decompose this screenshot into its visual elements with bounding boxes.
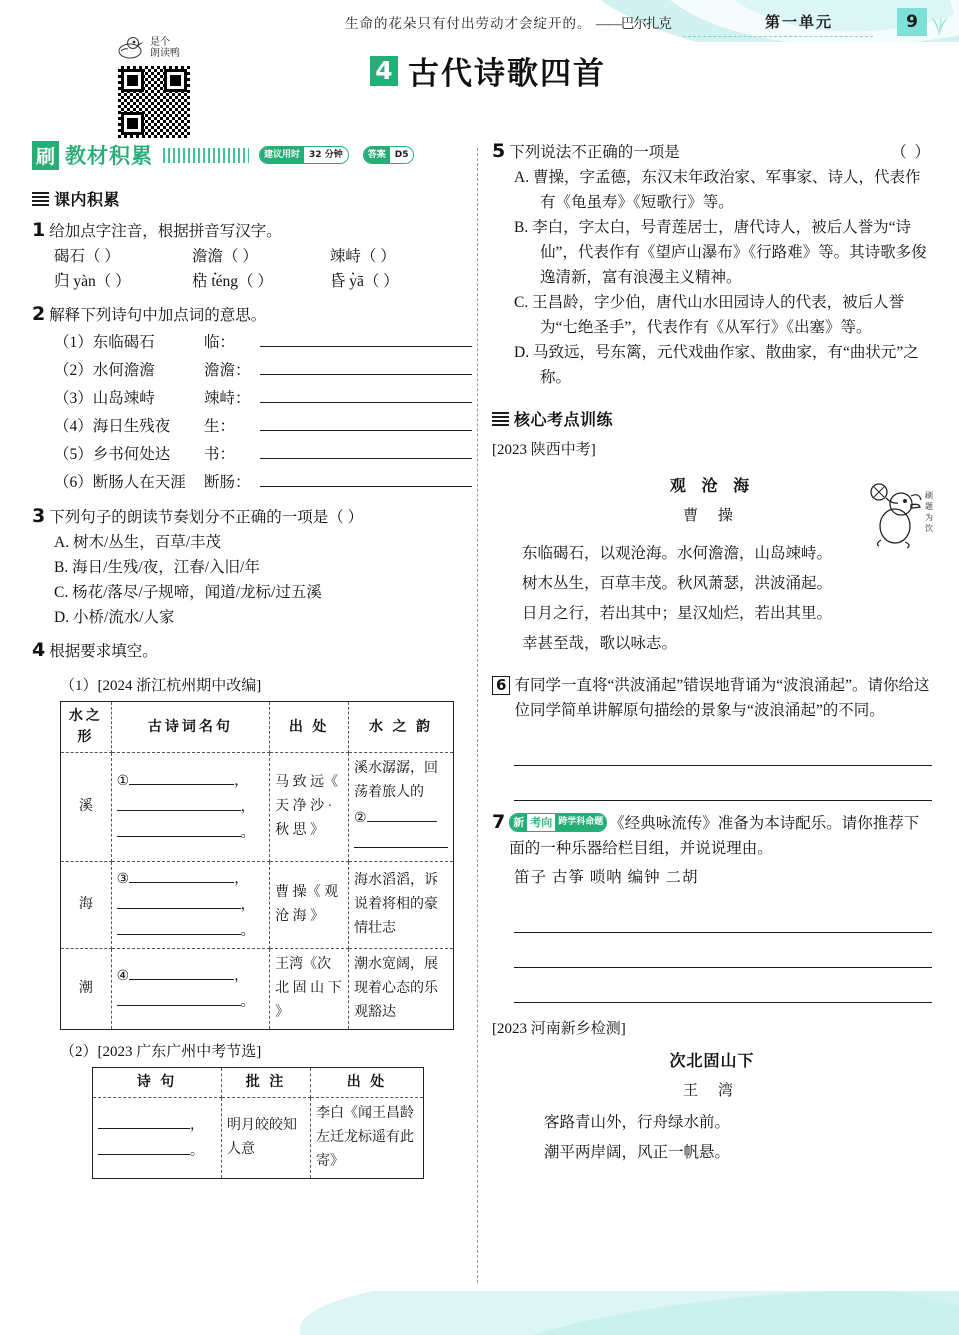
banner-shua-badge: 刷 (32, 141, 59, 170)
q2-answer-line-0[interactable] (260, 328, 472, 347)
q2-answer-line-3[interactable] (260, 412, 472, 431)
q4t1-header-3: 水 之 韵 (349, 702, 454, 753)
q7-answer-line-1[interactable] (514, 933, 932, 968)
question-7-stem: 《经典咏流传》准备为本诗配乐。请你推荐下面的一种乐器给栏目组，并说说理由。 (509, 815, 920, 857)
q7-answer-line-2[interactable] (514, 968, 932, 1003)
question-5-stem: 下列说法不正确的一项是 (509, 144, 680, 161)
question-5-number: 5 (492, 140, 506, 162)
new-direction-badge (509, 813, 607, 832)
table-header-row (61, 702, 453, 753)
q2-row-0 (54, 328, 472, 356)
q1-item-1[interactable]: 澹澹（ ） (191, 248, 258, 265)
q4t2-note: 明月皎皎知人意 (222, 1098, 311, 1179)
question-4 (32, 639, 472, 1179)
q4t1-header-2: 出 处 (270, 702, 349, 753)
q4t1-form-1: 海 (61, 862, 111, 949)
q4t1-form-2: 潮 (61, 949, 111, 1030)
q5-option-d[interactable]: D. 马致远，号东篱，元代戏曲作家、散曲家，有“曲状元”之称。 (514, 344, 919, 386)
q2-label-3: （4）海日生残夜 (54, 418, 171, 435)
mascot-duck-icon (861, 478, 937, 550)
suggested-time-key: 建议用时 (260, 147, 304, 163)
q4-table-1 (61, 702, 453, 1029)
question-4-number: 4 (32, 639, 46, 661)
answer-ref-pill (363, 146, 415, 164)
table-row (61, 949, 453, 1030)
q2-row-2 (54, 384, 472, 412)
q4t1-line-2b[interactable] (117, 989, 241, 1006)
q4t1-line-0a[interactable] (129, 768, 234, 785)
left-column (32, 140, 472, 1179)
q4t1-blank-cell-1[interactable]: ③ ， ， 。 (111, 862, 270, 949)
question-6-answer-area[interactable] (514, 731, 932, 801)
question-7-stem-wrap (509, 811, 932, 861)
audio-qr-block[interactable] (117, 33, 213, 139)
suggested-time-pill (259, 146, 349, 164)
q4t1-header-0: 水之形 (61, 702, 111, 753)
question-7-answer-area[interactable] (514, 898, 932, 1003)
q4t1-marker-1: ③ (116, 872, 130, 887)
unit-label: 第一单元 (764, 13, 833, 31)
q2-label-1: （2）水何澹澹 (54, 362, 155, 379)
question-6-stem: 有同学一直将“洪波涌起”错误地背诵为“波浪涌起”。请你给这位同学简单讲解原句描绘的景象与“波浪涌起”的不同。 (514, 677, 930, 719)
q1-word-5: 昏 yā (329, 273, 364, 290)
page-footer-band (0, 1291, 959, 1335)
q1-word-4: 枯 téng (191, 273, 238, 290)
lesson-number-badge: 4 (370, 56, 398, 86)
q6-answer-line-1[interactable] (514, 766, 932, 801)
poem1-title: 观 沧 海 (669, 476, 755, 495)
q2-answer-line-5[interactable] (260, 468, 472, 487)
q2-key-4: 书： (204, 446, 236, 463)
q2-key-5: 断肠： (204, 474, 251, 491)
question-1-number: 1 (32, 219, 46, 241)
footer-quote (345, 12, 671, 32)
poem1-author: 曹 操 (683, 508, 741, 524)
banner-stripes-decoration (163, 148, 249, 163)
q1-paren-1[interactable]: （ ） (222, 248, 258, 265)
svg-text:刷: 刷 (925, 491, 933, 500)
q1-paren-5[interactable]: （ ） (363, 273, 399, 290)
q1-paren-4[interactable]: （ ） (238, 273, 273, 290)
q4t1-marker-0: ① (116, 774, 130, 789)
column-divider (477, 148, 478, 1283)
new-direction-badge-c: 跨学科命题 (555, 814, 606, 831)
new-direction-badge-a: 新 (510, 814, 527, 831)
q7-instrument-list[interactable]: 笛子 古筝 唢呐 编钟 二胡 (514, 869, 699, 886)
q5-option-c[interactable]: C. 王昌龄，字少伯，唐代山水田园诗人的代表，被后人誉为“七绝圣手”，代表作有《从军行》《出塞》等。 (514, 294, 905, 336)
q5-option-b[interactable]: B. 李白，字太白，号青莲居士，唐代诗人，被后人誉为“诗仙”，代表作有《望庐山瀑布》《行路难》等。其诗歌多俊逸清新，富有浪漫主义精神。 (514, 219, 927, 286)
table-row (61, 753, 453, 862)
poem2-title: 次北固山下 (669, 1051, 755, 1070)
q4t2-line-a[interactable] (98, 1112, 190, 1129)
question-3-stem[interactable]: 下列句子的朗读节奏划分不正确的一项是（ ） (49, 509, 364, 526)
qr-eye-bottom-left (121, 112, 144, 135)
q2-answer-line-4[interactable] (260, 440, 472, 459)
question-2-number: 2 (32, 303, 46, 325)
q4t1-rhyme-text-0: 溪水潺潺，回荡着旅人的 (354, 761, 438, 800)
q1-item-2[interactable]: 竦峙（ ） (329, 248, 396, 265)
header-divider-rule (683, 36, 873, 37)
qr-code-icon[interactable] (117, 65, 191, 139)
q2-row-3 (54, 412, 472, 440)
qr-caption-text (150, 37, 180, 59)
q2-row-4 (54, 440, 472, 468)
q4t1-header-1: 古诗词名句 (111, 702, 270, 753)
q2-key-3: 生： (204, 418, 236, 435)
page-title (370, 48, 606, 93)
q4t1-rhyme-line-0b[interactable] (354, 831, 448, 848)
q1-paren-2[interactable]: （ ） (360, 248, 396, 265)
qr-eye-top-left (121, 69, 144, 92)
table-row (93, 1098, 423, 1179)
q4t1-source-1: 曹 操《 观 沧 海 》 (270, 862, 349, 949)
q4t1-marker-2: ④ (116, 969, 130, 984)
banner-title-text: 教材积累 (65, 144, 154, 168)
q4t2-line-b[interactable] (98, 1138, 190, 1155)
q4t2-header-1: 批 注 (222, 1068, 311, 1098)
q3-option-b[interactable]: B. 海日/生残/夜，江春/入旧/年 (54, 559, 260, 576)
question-5 (492, 140, 932, 390)
section-banner-textbook-accumulation (32, 140, 472, 170)
question-2-stem: 解释下列诗句中加点词的意思。 (49, 307, 267, 324)
right-column (492, 140, 932, 1168)
subsection-heading-text: 课内积累 (54, 190, 121, 209)
q1-paren-3[interactable]: （ ） (95, 273, 131, 290)
q2-key-1: 澹澹： (204, 362, 251, 379)
footer-attribution: ——巴尔扎克 (595, 16, 671, 31)
qr-caption-line1: 是个 (150, 37, 170, 48)
q2-answer-line-1[interactable] (260, 356, 472, 375)
q2-label-5: （6）断肠人在天涯 (54, 474, 186, 491)
question-5-answer-paren[interactable]: （ ） (891, 144, 932, 161)
q2-label-0: （1）东临碣石 (54, 334, 155, 351)
answer-ref-key: 答案 (364, 147, 390, 163)
table-row (61, 862, 453, 949)
footer-quote-text: 生命的花朵只有付出劳动才会绽开的。 (345, 16, 592, 31)
poem1-line-1: 树木丛生，百草丰茂。秋风萧瑟，洪波涌起。 (522, 575, 833, 592)
question-6-number: 6 (492, 676, 510, 695)
q4t2-blank-cell[interactable]: ， 。 (93, 1098, 222, 1179)
q2-label-2: （3）山岛竦峙 (54, 390, 155, 407)
question-6 (492, 673, 932, 801)
q4-sub1-source-tag: （1）[2024 浙江杭州期中改编] (60, 678, 262, 694)
q2-key-2: 竦峙： (204, 390, 251, 407)
new-direction-badge-b: 考向 (527, 814, 555, 831)
q4t1-rhyme-marker-0: ② (354, 811, 367, 826)
poem2-body (544, 1108, 932, 1168)
q4t2-header-2: 出 处 (311, 1068, 424, 1098)
poem2-source-tag: [2023 河南新乡检测] (492, 1021, 626, 1037)
q4-table-2 (93, 1068, 423, 1178)
q4t1-line-0b[interactable] (117, 794, 241, 811)
q4t1-line-2a[interactable] (129, 963, 234, 980)
question-3 (32, 505, 472, 630)
q7-answer-line-0[interactable] (514, 898, 932, 933)
subsection-heading-core-training (492, 407, 932, 430)
suggested-time-value: 32 分钟 (304, 147, 348, 163)
grass-icon (925, 6, 953, 36)
q4t1-rhyme-line-0a[interactable] (367, 805, 437, 822)
q4t1-rhyme-2: 潮水宽阔，展现着心态的乐观豁达 (349, 949, 454, 1030)
poem1-line-2: 日月之行，若出其中；星汉灿烂，若出其里。 (522, 605, 833, 622)
question-7-number: 7 (492, 811, 506, 833)
q4t1-line-1a[interactable] (129, 866, 234, 883)
question-1 (32, 219, 472, 294)
q6-answer-line-0[interactable] (514, 731, 932, 766)
q4t2-source: 李白《闻王昌龄左迁龙标遥有此寄》 (311, 1098, 424, 1179)
page-number-badge: 9 (897, 8, 927, 36)
q3-option-d[interactable]: D. 小桥/流水/人家 (54, 609, 175, 626)
q1-item-0[interactable]: 碣石（ ） (54, 248, 120, 265)
q2-row-1 (54, 356, 472, 384)
svg-text:题: 题 (925, 502, 933, 511)
q3-option-a[interactable]: A. 树木/丛生，百草/丰茂 (54, 534, 222, 551)
question-4-stem: 根据要求填空。 (49, 643, 158, 660)
q4t1-rhyme-1: 海水滔滔，诉说着将相的豪情壮志 (349, 862, 454, 949)
poem2-line-0: 客路青山外，行舟绿水前。 (544, 1114, 731, 1131)
question-2 (32, 303, 472, 496)
poem2-author: 王 湾 (683, 1083, 741, 1099)
question-7 (492, 811, 932, 1003)
duck-icon (117, 35, 147, 61)
q4t1-line-1b[interactable] (117, 892, 241, 909)
poem1-source-tag: [2023 陕西中考] (492, 442, 596, 458)
q4-sub2-source-tag: （2）[2023 广东广州中考节选] (60, 1044, 262, 1060)
q4-table-1-wrapper (60, 701, 454, 1030)
q4t1-blank-cell-2[interactable]: ④ ， 。 (111, 949, 270, 1030)
q4-table-2-wrapper (92, 1067, 424, 1179)
q4t1-blank-cell-0[interactable]: ① ， ， 。 (111, 753, 270, 862)
svg-text:为: 为 (925, 513, 933, 522)
q3-option-c[interactable]: C. 杨花/落尽/子规啼，闻道/龙标/过五溪 (54, 584, 322, 601)
q4t2-header-0: 诗 句 (93, 1068, 222, 1098)
q4t1-source-0: 马 致 远《 天 净 沙 · 秋 思 》 (270, 753, 349, 862)
q2-row-5 (54, 468, 472, 496)
poem1-line-3: 幸甚至哉，歌以咏志。 (522, 635, 678, 652)
q4t1-line-0c[interactable] (117, 820, 241, 837)
q4t1-line-1c[interactable] (117, 918, 241, 935)
q4t1-rhyme-0[interactable] (349, 753, 454, 862)
q1-paren-0[interactable]: （ ） (85, 248, 120, 265)
question-3-number: 3 (32, 505, 46, 527)
lesson-title-text: 古代诗歌四首 (408, 56, 606, 92)
poem1-line-0: 东临碣石，以观沧海。水何澹澹，山岛竦峙。 (522, 545, 833, 562)
question-1-stem: 给加点字注音，根据拼音写汉字。 (49, 223, 282, 240)
subsection-marker-icon (492, 412, 509, 426)
q2-answer-line-2[interactable] (260, 384, 472, 403)
q1-word-3: 归 yàn (54, 273, 96, 290)
subsection-heading-text: 核心考点训练 (514, 410, 614, 429)
svg-text:饮: 饮 (925, 524, 933, 533)
q2-key-0: 临： (204, 334, 236, 351)
q4t1-form-0: 溪 (61, 753, 111, 862)
qr-caption-line2: 朗读鸭 (150, 48, 180, 59)
qr-caption (117, 33, 213, 63)
poem2-line-1: 潮平两岸阔，风正一帆悬。 (544, 1144, 731, 1161)
answer-ref-value: D5 (390, 147, 414, 163)
subsection-marker-icon (32, 192, 49, 206)
q4t1-source-2: 王湾《次 北 固 山 下 》 (270, 949, 349, 1030)
poem1-body (522, 539, 932, 659)
qr-eye-top-right (164, 69, 187, 92)
subsection-heading-in-class (32, 187, 472, 210)
q1-item-3[interactable] (54, 269, 192, 294)
table-header-row (93, 1068, 423, 1098)
q5-option-a[interactable]: A. 曹操，字孟德，东汉末年政治家、军事家、诗人，代表作有《龟虽寿》《短歌行》等。 (514, 169, 921, 211)
q2-label-4: （5）乡书何处达 (54, 446, 171, 463)
